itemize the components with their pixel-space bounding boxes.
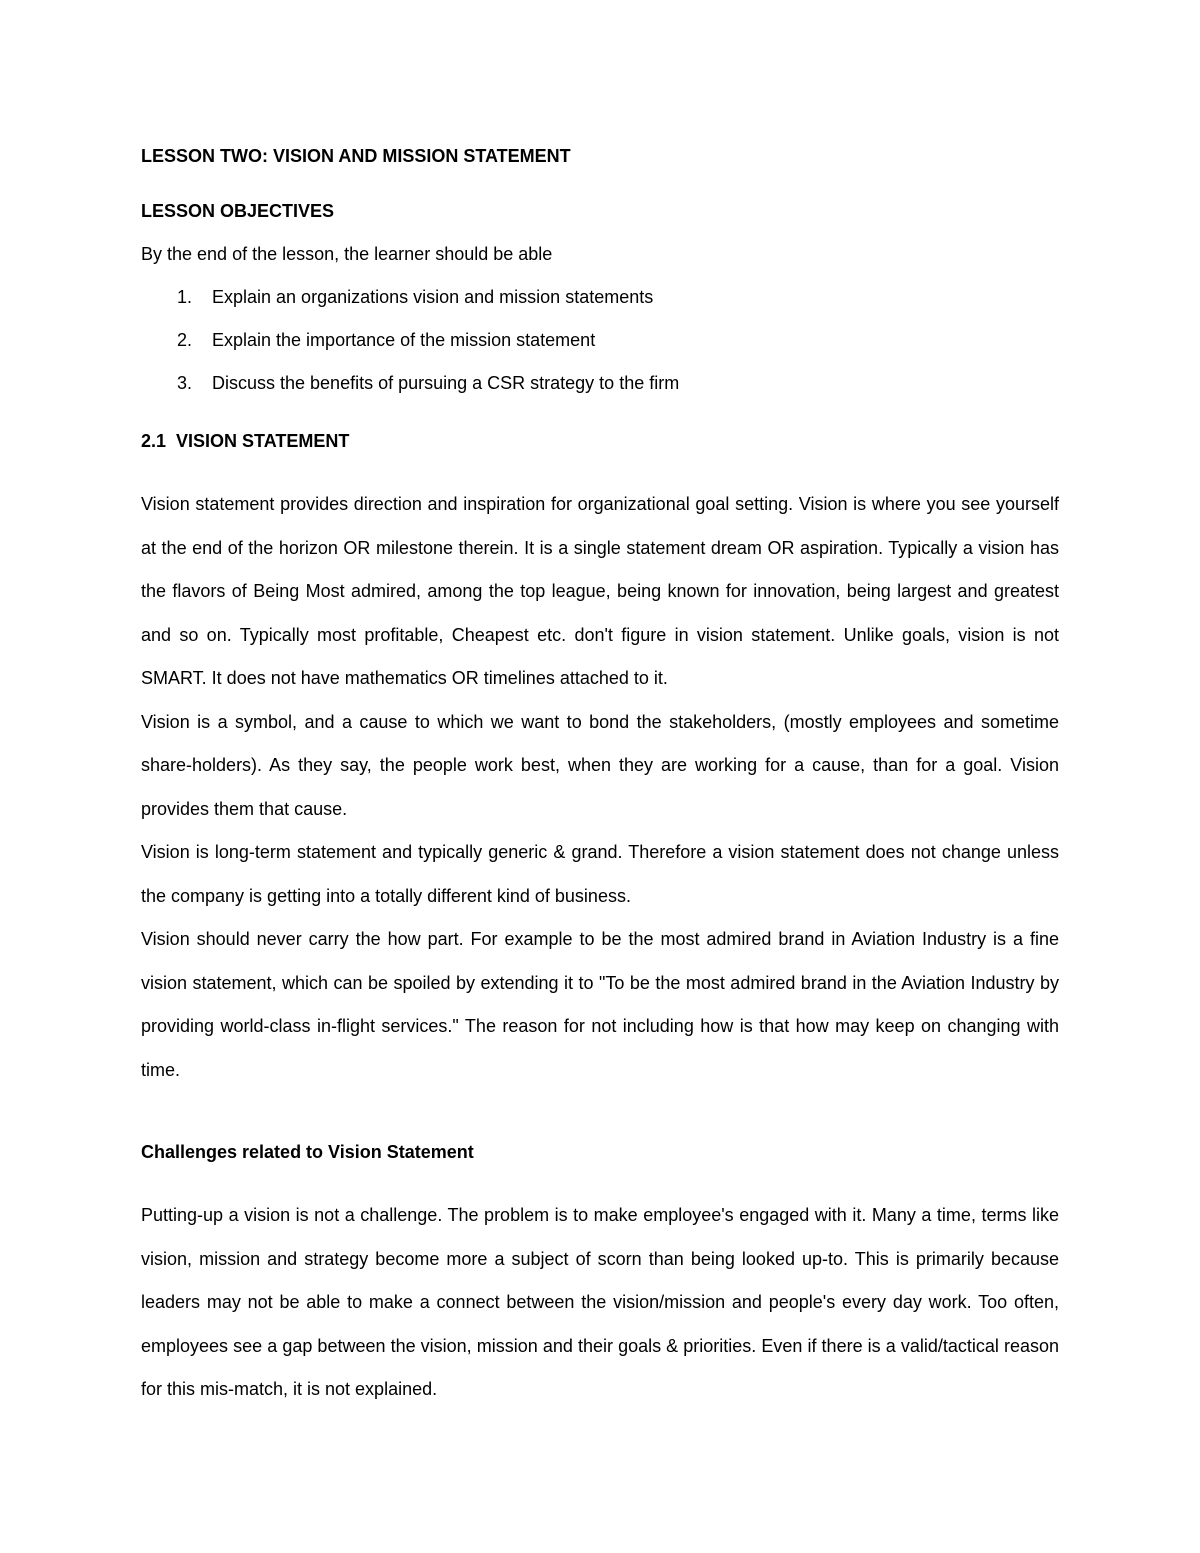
objective-text: Explain an organizations vision and mission statements xyxy=(212,287,654,307)
objective-item xyxy=(177,371,1059,395)
objectives-heading: LESSON OBJECTIVES xyxy=(141,201,335,221)
objective-number: 1. xyxy=(177,287,193,307)
objective-item xyxy=(177,285,1059,309)
document-body xyxy=(141,144,1059,1412)
intro-text: By the end of the lesson, the learner should be able xyxy=(141,244,553,264)
vision-paragraph: Vision should never carry the how part. For example to be the most admired brand in Aviation Industry is a fine vision statement, which can be spoiled by extending it to "To be the most admired brand in the Aviation Industry by providing world-class in-flight services." The reason for not including how is that how may keep on changing with time. xyxy=(141,929,1059,1080)
vision-paragraph: Vision is long-term statement and typically generic & grand. Therefore a vision statement does not change unless the company is getting into a totally different kind of business. xyxy=(141,842,1059,906)
objective-number: 2. xyxy=(177,330,193,350)
objective-text: Explain the importance of the mission statement xyxy=(212,330,596,350)
objective-text: Discuss the benefits of pursuing a CSR strategy to the firm xyxy=(212,373,680,393)
lesson-title: LESSON TWO: VISION AND MISSION STATEMENT xyxy=(141,146,571,166)
vision-paragraph: Vision is a symbol, and a cause to which we want to bond the stakeholders, (mostly employees and sometime share-holders). As they say, the people work best, when they are working for a cause, than for a goal. Vision provides them that cause. xyxy=(141,711,1059,819)
objective-number: 3. xyxy=(177,373,193,393)
vision-paragraph: Vision statement provides direction and inspiration for organizational goal setting. Vision is where you see yourself at the end of the horizon OR milestone therein. It is a single statement dream OR aspiration. Typically a vision has the flavors of Being Most admired, among the top league, being known for innovation, being largest and greatest and so on. Typically most profitable, Cheapest etc. don't figure in vision statement. Unlike goals, vision is not SMART. It does not have mathematics OR timelines attached to it. xyxy=(141,494,1059,688)
section-heading-vision-statement: 2.1 VISION STATEMENT xyxy=(141,431,350,451)
challenges-heading: Challenges related to Vision Statement xyxy=(141,1142,474,1162)
objective-item xyxy=(177,328,1059,352)
challenges-paragraph: Putting-up a vision is not a challenge. The problem is to make employee's engaged with it. Many a time, terms like vision, mission and strategy become more a subject of scorn than being looked up-to. This is primarily because leaders may not be able to make a connect between the vision/mission and people's every day work. Too often, employees see a gap between the vision, mission and their goals & priorities. Even if there is a valid/tactical reason for this mis-match, it is not explained. xyxy=(141,1205,1059,1399)
objectives-list xyxy=(141,285,1059,395)
